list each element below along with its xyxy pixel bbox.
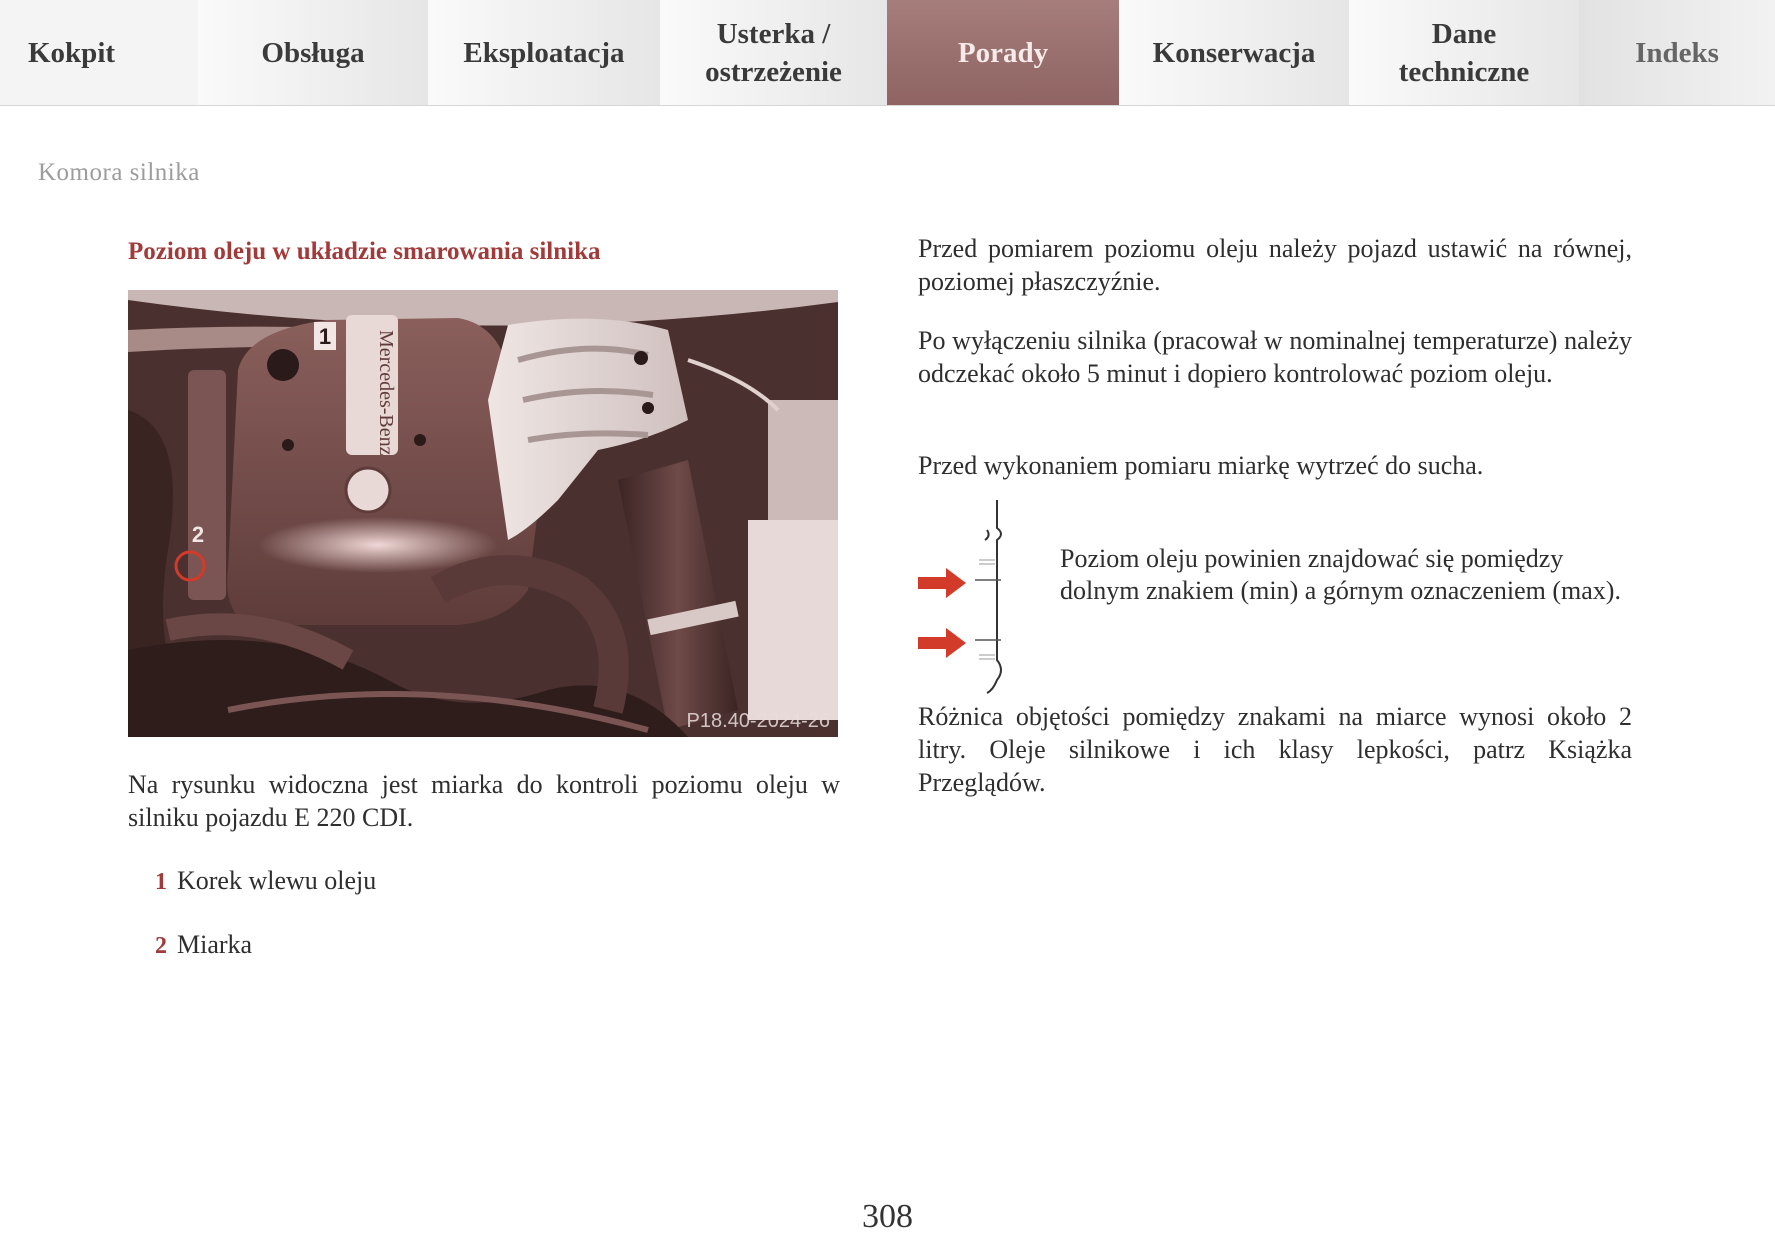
arrow-min-icon xyxy=(918,628,966,658)
figure-caption: Na rysunku widoczna jest miarka do kontroli poziomu oleju w silniku pojazdu E 220 CDI. xyxy=(128,770,840,832)
tab-konserwacja[interactable]: Konserwacja xyxy=(1119,0,1349,106)
paragraph-volume-difference: Różnica objętości pomiędzy znakami na miarce wynosi około 2 litry. Oleje silnikowe i ich klasy lepkości, patrz Książka Przeglądów. xyxy=(918,702,1632,797)
cover-lettering: Mercedes-Benz xyxy=(375,330,397,456)
paragraph-level-surface: Przed pomiarem poziomu oleju należy pojazd ustawić na równej, poziomej płaszczyźnie. xyxy=(918,234,1632,296)
legend-text: Miarka xyxy=(177,930,253,959)
legend-item-2 xyxy=(155,930,252,960)
tab-kokpit[interactable]: Kokpit xyxy=(0,0,198,106)
tab-eksploatacja[interactable]: Eksploatacja xyxy=(428,0,660,106)
legend-number: 1 xyxy=(155,869,167,895)
paragraph-wait-time: Po wyłączeniu silnika (pracował w nominalnej temperaturze) należy odczekać około 5 minut i dopiero kontrolować poziom oleju. xyxy=(918,326,1632,388)
dipstick-icon xyxy=(965,500,1015,695)
engine-bay-photo xyxy=(128,290,838,737)
tab-dane-techniczne[interactable]: Dane techniczne xyxy=(1349,0,1579,106)
chapter-tabs xyxy=(0,0,1775,106)
marker-1-label: 1 xyxy=(318,324,332,349)
section-label: Komora silnika xyxy=(38,159,200,186)
legend-text: Korek wlewu oleju xyxy=(177,866,377,895)
marker-2-label: 2 xyxy=(191,522,205,547)
legend-number: 2 xyxy=(155,933,167,959)
figure-code: P18.40-2024-26 xyxy=(686,710,830,732)
arrow-max-icon xyxy=(918,568,966,598)
tab-obsluga[interactable]: Obsługa xyxy=(198,0,428,106)
engine-illustration xyxy=(128,290,838,737)
page-number: 308 xyxy=(862,1198,913,1235)
tab-porady[interactable]: Porady xyxy=(887,0,1119,106)
tab-usterka-ostrzezenie[interactable]: Usterka / ostrzeżenie xyxy=(660,0,887,106)
paragraph-wipe-dipstick: Przed wykonaniem pomiaru miarkę wytrzeć do sucha. xyxy=(918,451,1484,480)
legend-item-1 xyxy=(155,866,376,896)
oil-level-note: Poziom oleju powinien znajdować się pomiędzy dolnym znakiem (min) a górnym oznaczeniem (max). xyxy=(1060,544,1621,605)
section-heading: Poziom oleju w układzie smarowania silnika xyxy=(128,238,601,265)
tab-indeks[interactable]: Indeks xyxy=(1579,0,1775,106)
